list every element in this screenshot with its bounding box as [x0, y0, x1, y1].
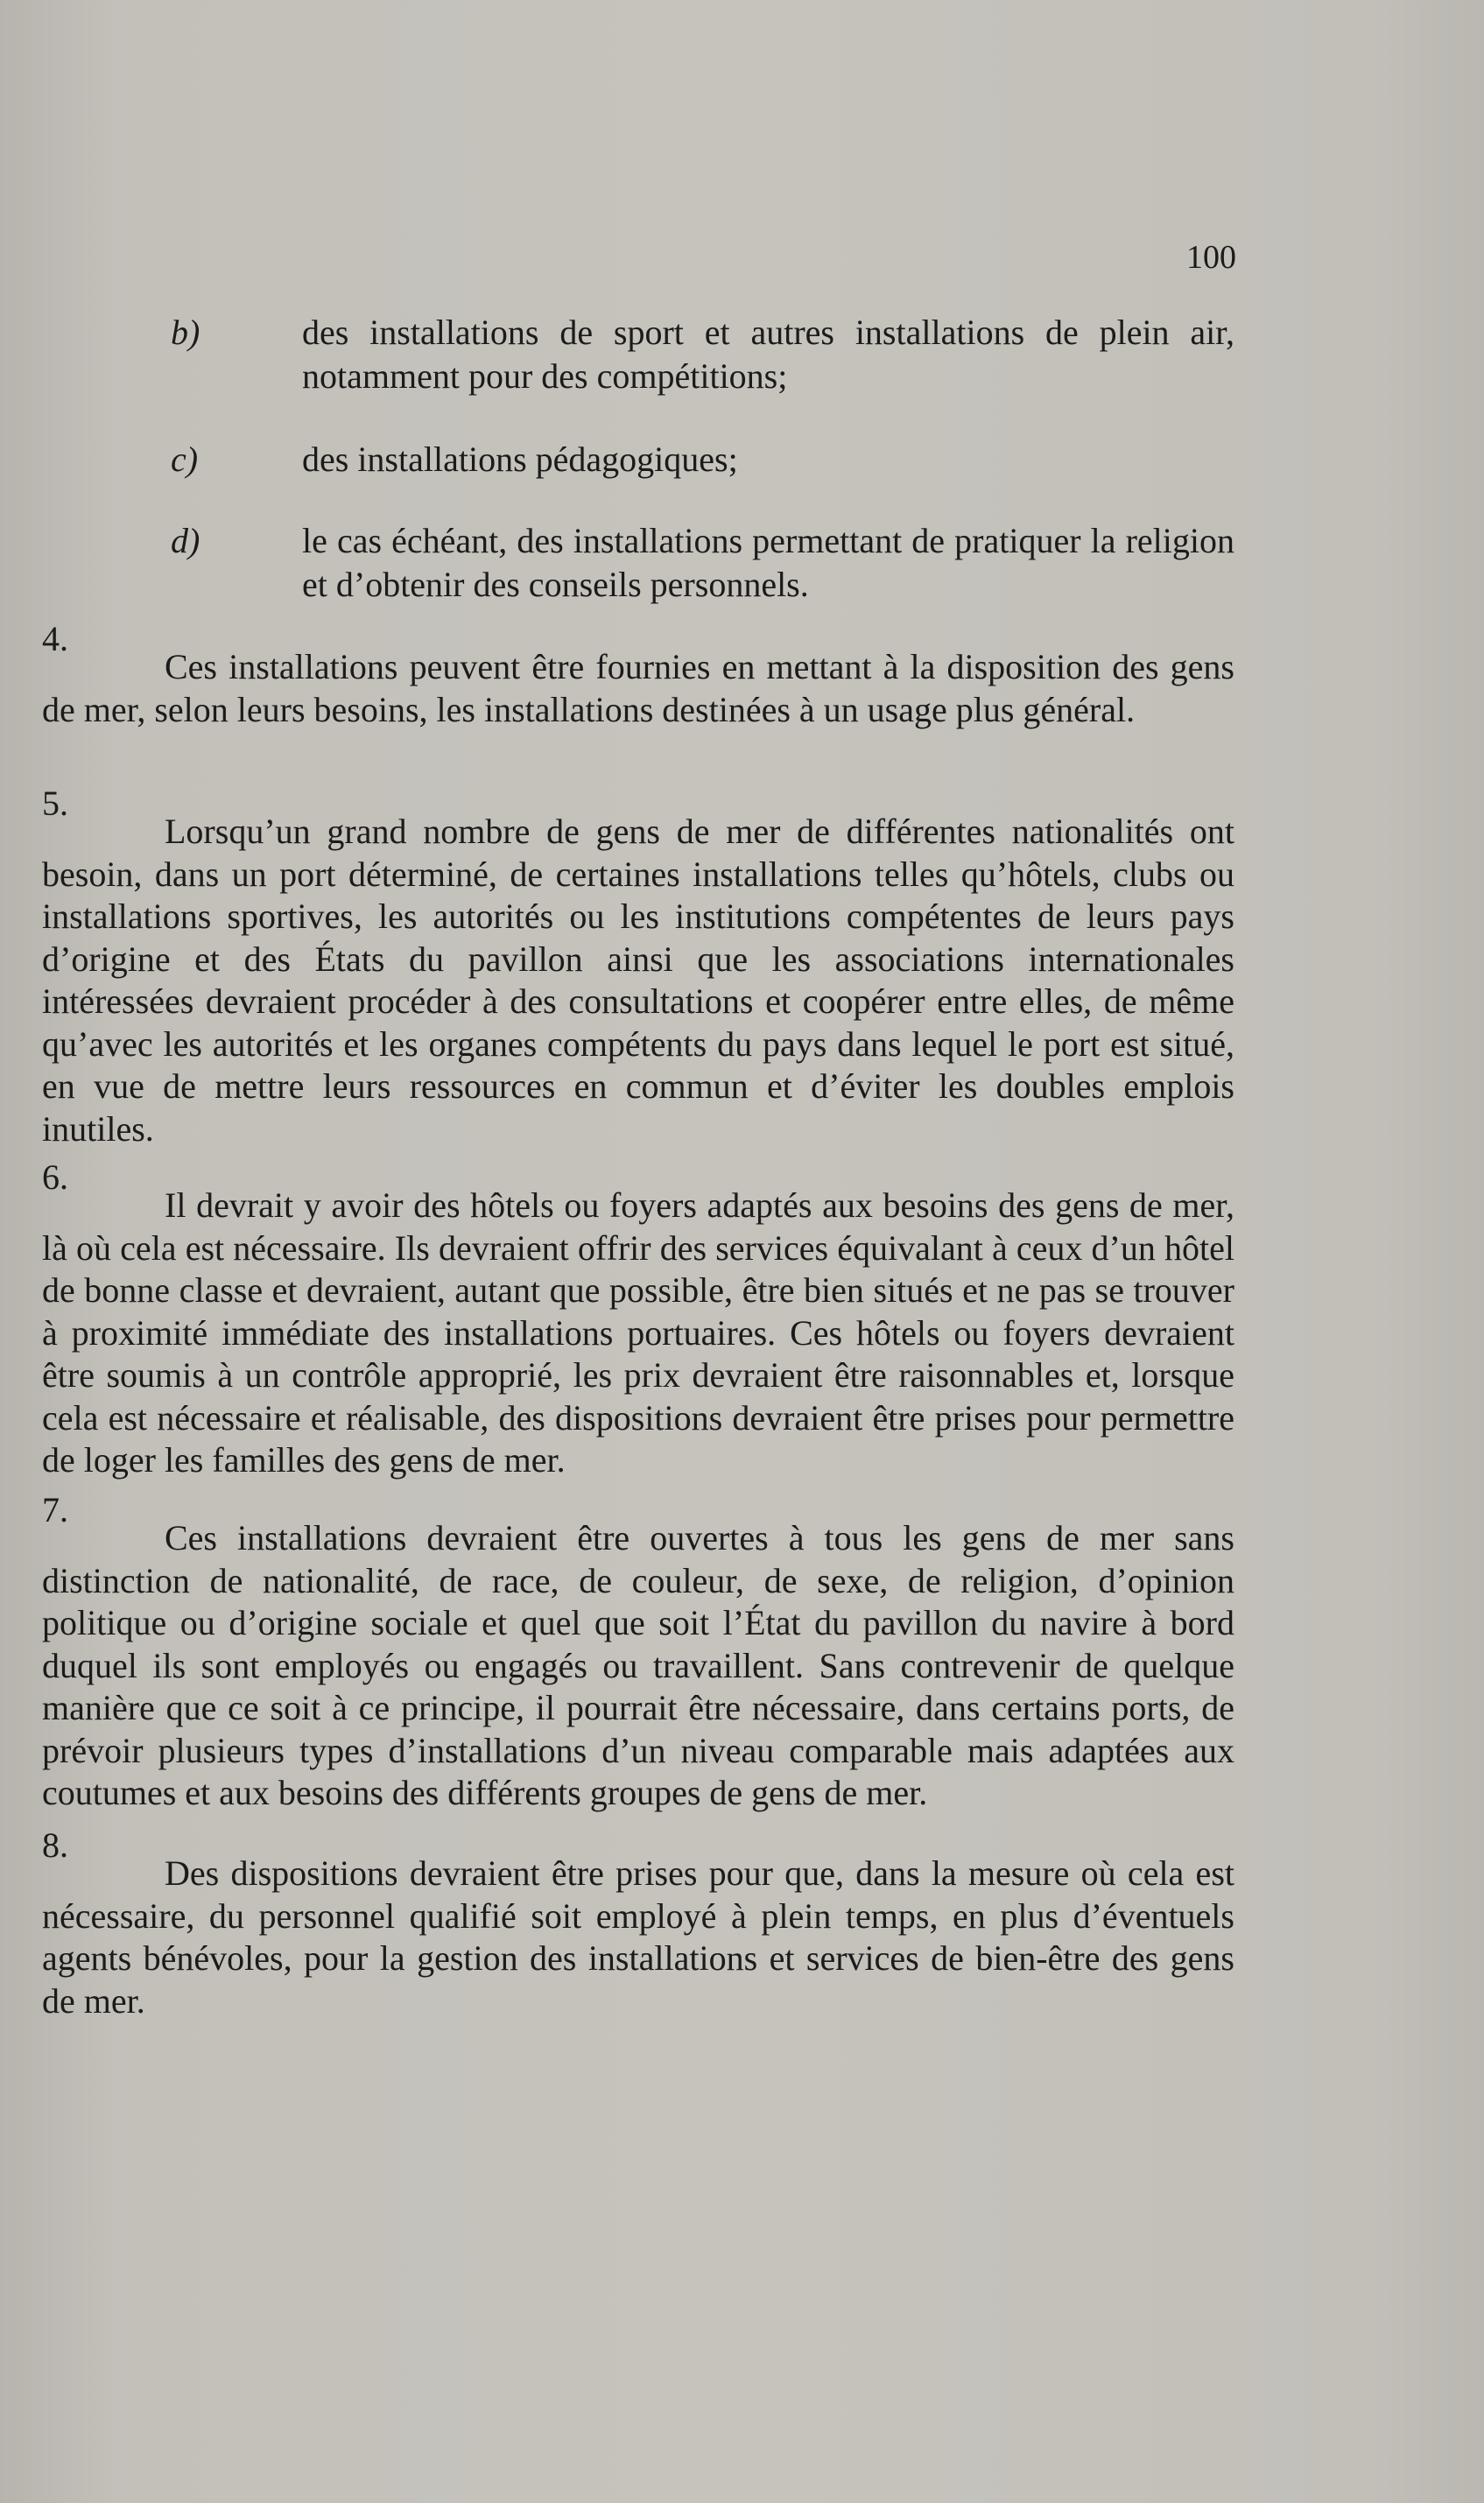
paragraph-5 — [42, 786, 1234, 1150]
paragraph-8 — [42, 1825, 1234, 2022]
list-item-letter: b) — [171, 313, 200, 352]
paragraph-text: Il devrait y avoir des hôtels ou foyers adaptés aux besoins des gens de mer, là où cela est nécessaire. Ils devraient offrir des services équivalant à ceux d’un hôtel de bonne classe et devraient, autant que possible, être bien situés et ne pas se trouver à proximité immédiate des installations portuaires. Ces hôtels ou foyers devraient être soumis à un contrôle approprié, les prix devraient être raisonnables et, lorsque cela est nécessaire et réalisable, des dispositions devraient être prises pour permettre de loger les familles des gens de mer. — [42, 1185, 1234, 1480]
list-item-text: le cas échéant, des installations permettant de pratiquer la religion et d’obtenir des conseils personnels. — [302, 521, 1234, 604]
paragraph-text: Lorsqu’un grand nombre de gens de mer de différentes nationalités ont besoin, dans un port déterminé, de certaines installations telles qu’hôtels, clubs ou installations sportives, les autorités ou les institutions compétentes de leurs pays d’origine et des États du pavillon ainsi que les associations internationales intéressées devraient procéder à des consultations et coopérer entre elles, de même qu’avec les autorités et les organes compétents du pays dans lequel le port est situé, en vue de mettre leurs ressources en commun et d’éviter les doubles emplois inutiles. — [42, 812, 1234, 1149]
paragraph-text: Ces installations devraient être ouvertes à tous les gens de mer sans distinction de nationalité, de race, de couleur, de sexe, de religion, d’opinion politique ou d’origine sociale et quel que soit l’État du pavillon du navire à bord duquel ils sont employés ou engagés ou travaillent. Sans contrevenir de quelque manière que ce soit à ce principe, il pourrait être nécessaire, dans certains ports, de prévoir plusieurs types d’installations d’un niveau comparable mais adaptées aux coutumes et aux besoins des différents groupes de gens de mer. — [42, 1518, 1234, 1812]
list-item-letter: c) — [171, 439, 199, 479]
paragraph-text: Des dispositions devraient être prises pour que, dans la mesure où cela est nécessaire, du personnel qualifié soit employé à plein temps, en plus d’éventuels agents bénévoles, pour la gestion des installations et services de bien-être des gens de mer. — [42, 1853, 1234, 2021]
paragraph-number: 6. — [42, 1157, 68, 1197]
paragraph-4 — [42, 619, 1234, 731]
list-item-text: des installations pédagogiques; — [302, 439, 738, 479]
paragraph-number: 8. — [42, 1825, 68, 1865]
list-item-text: des installations de sport et autres installations de plein air, notamment pour des compétitions; — [302, 313, 1234, 396]
paragraph-text: Ces installations peuvent être fournies en mettant à la disposition des gens de mer, selon leurs besoins, les installations destinées à un usage plus général. — [42, 647, 1234, 729]
list-item-c — [171, 438, 1234, 482]
list-item-b — [171, 311, 1234, 398]
paragraph-number: 5. — [42, 784, 68, 823]
paragraph-number: 7. — [42, 1490, 68, 1529]
list-item-d — [171, 519, 1234, 607]
paragraph-7 — [42, 1490, 1234, 1815]
list-item-letter: d) — [171, 521, 200, 560]
paragraph-6 — [42, 1157, 1234, 1482]
page-number: 100 — [1186, 239, 1236, 276]
paragraph-number: 4. — [42, 619, 68, 658]
